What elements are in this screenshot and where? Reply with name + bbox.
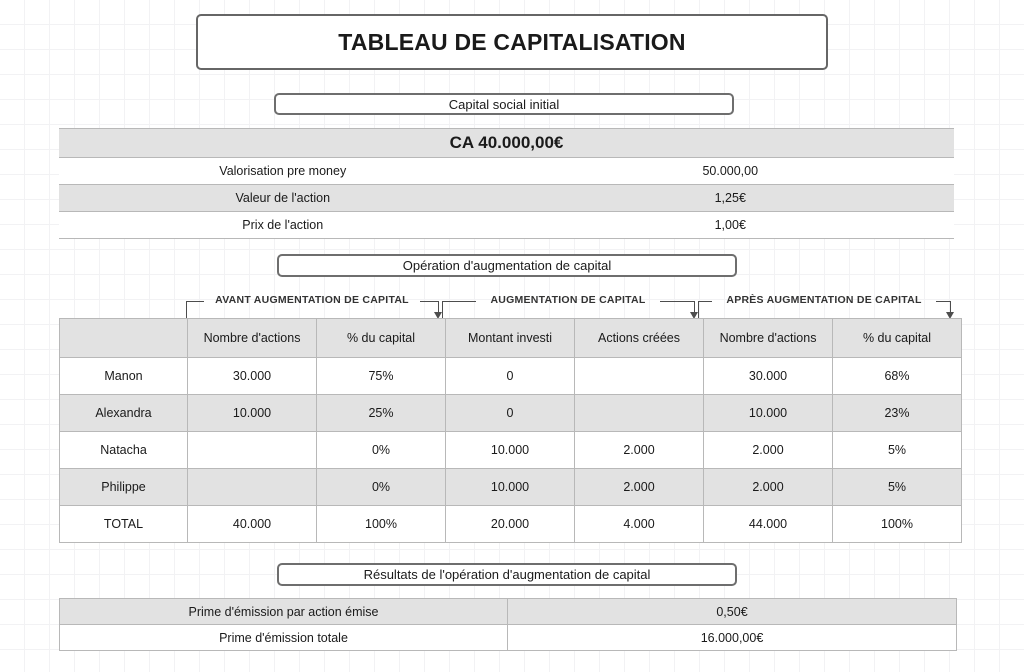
table-row — [60, 469, 962, 506]
section-label-text: Opération d'augmentation de capital — [402, 258, 612, 273]
section-label-capital-social-initial — [274, 93, 734, 115]
row-value: 0,50€ — [508, 599, 957, 625]
row-shareholder-name: Natacha — [60, 432, 188, 469]
row-shareholder-name: Alexandra — [60, 395, 188, 432]
cell-amount-invested: 20.000 — [446, 506, 575, 543]
table-row — [59, 185, 954, 212]
cell-shares-before: 10.000 — [188, 395, 317, 432]
cell-shares-before: 40.000 — [188, 506, 317, 543]
cell-shares-before — [188, 469, 317, 506]
cell-pct-before: 25% — [317, 395, 446, 432]
cell-shares-after: 2.000 — [704, 469, 833, 506]
bracket-line-right — [660, 301, 694, 302]
cell-shares-created: 2.000 — [575, 432, 704, 469]
cell-shares-created: 4.000 — [575, 506, 704, 543]
bracket-arrow-icon — [694, 301, 695, 314]
table-row — [59, 158, 954, 185]
cell-shares-created: 2.000 — [575, 469, 704, 506]
bracket-arrow-icon — [950, 301, 951, 314]
column-header-shares-before: Nombre d'actions — [188, 319, 317, 358]
capitalisation-header-row — [60, 319, 962, 358]
bracket-arrow-icon — [438, 301, 439, 314]
bracket-label: AUGMENTATION DE CAPITAL — [490, 294, 646, 306]
column-header-shares-created: Actions créées — [575, 319, 704, 358]
table-row — [59, 212, 954, 239]
column-header-pct-after: % du capital — [833, 319, 962, 358]
row-label: Prix de l'action — [59, 212, 507, 239]
page-title: TABLEAU DE CAPITALISATION — [338, 28, 686, 55]
table-row — [60, 625, 957, 651]
cell-pct-before: 0% — [317, 469, 446, 506]
results-table — [59, 598, 957, 651]
bracket-label: AVANT AUGMENTATION DE CAPITAL — [215, 294, 409, 306]
row-value: 1,00€ — [507, 212, 955, 239]
cell-shares-after: 30.000 — [704, 358, 833, 395]
cell-amount-invested: 0 — [446, 358, 575, 395]
capital-initial-header-row — [59, 129, 954, 158]
cell-amount-invested: 10.000 — [446, 432, 575, 469]
bracket-line-right — [420, 301, 438, 302]
section-label-text: Résultats de l'opération d'augmentation de capital — [363, 567, 651, 582]
row-value: 16.000,00€ — [508, 625, 957, 651]
bracket-augmentation — [442, 292, 694, 318]
bracket-left-stem — [698, 301, 699, 318]
cell-amount-invested: 0 — [446, 395, 575, 432]
table-row — [60, 358, 962, 395]
section-label-resultats — [277, 563, 737, 586]
row-label: Valorisation pre money — [59, 158, 507, 185]
cell-pct-after: 23% — [833, 395, 962, 432]
bracket-label: APRÈS AUGMENTATION DE CAPITAL — [726, 294, 922, 306]
cell-shares-after: 10.000 — [704, 395, 833, 432]
row-label: Valeur de l'action — [59, 185, 507, 212]
cell-pct-before: 0% — [317, 432, 446, 469]
column-header-pct-before: % du capital — [317, 319, 446, 358]
row-value: 1,25€ — [507, 185, 955, 212]
cell-shares-before: 30.000 — [188, 358, 317, 395]
row-total-label: TOTAL — [60, 506, 188, 543]
cell-shares-after: 44.000 — [704, 506, 833, 543]
table-row — [60, 395, 962, 432]
cell-pct-after: 5% — [833, 469, 962, 506]
capitalisation-table — [59, 318, 962, 543]
row-label: Prime d'émission par action émise — [60, 599, 508, 625]
bracket-left-stem — [442, 301, 443, 318]
capital-initial-header-cell: CA 40.000,00€ — [59, 129, 954, 158]
row-shareholder-name: Philippe — [60, 469, 188, 506]
row-label: Prime d'émission totale — [60, 625, 508, 651]
cell-pct-before: 100% — [317, 506, 446, 543]
cell-pct-after: 5% — [833, 432, 962, 469]
cell-shares-after: 2.000 — [704, 432, 833, 469]
capital-initial-table — [59, 128, 954, 239]
bracket-apres-augmentation — [698, 292, 950, 318]
cell-pct-after: 100% — [833, 506, 962, 543]
column-header-name — [60, 319, 188, 358]
table-row — [60, 599, 957, 625]
cell-pct-after: 68% — [833, 358, 962, 395]
bracket-left-stem — [186, 301, 187, 318]
cell-pct-before: 75% — [317, 358, 446, 395]
table-row-total — [60, 506, 962, 543]
table-row — [60, 432, 962, 469]
row-value: 50.000,00 — [507, 158, 955, 185]
column-header-shares-after: Nombre d'actions — [704, 319, 833, 358]
cell-shares-created — [575, 395, 704, 432]
bracket-line-left — [698, 301, 712, 302]
cell-shares-created — [575, 358, 704, 395]
cell-amount-invested: 10.000 — [446, 469, 575, 506]
bracket-line-left — [442, 301, 476, 302]
bracket-avant-augmentation — [186, 292, 438, 318]
cell-shares-before — [188, 432, 317, 469]
section-label-operation-augmentation — [277, 254, 737, 277]
bracket-line-right — [936, 301, 950, 302]
row-shareholder-name: Manon — [60, 358, 188, 395]
page-title-box — [196, 14, 828, 70]
column-header-amount-invested: Montant investi — [446, 319, 575, 358]
section-label-text: Capital social initial — [448, 96, 560, 112]
bracket-line-left — [186, 301, 204, 302]
